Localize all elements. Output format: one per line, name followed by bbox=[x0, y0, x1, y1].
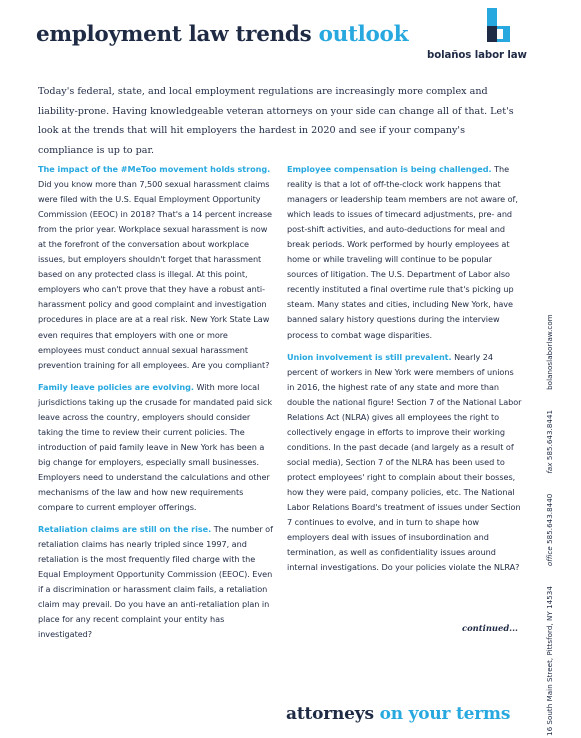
brand-name: bolaños labor law bbox=[427, 50, 527, 61]
title-part-1: employment law trends bbox=[36, 22, 312, 47]
continued-note: continued... bbox=[462, 623, 518, 633]
office-label: office bbox=[545, 546, 554, 567]
contact-sidebar bbox=[545, 314, 554, 736]
right-column bbox=[287, 162, 523, 582]
tagline-part-1: attorneys bbox=[286, 704, 374, 724]
section-body: The number of retaliation claims has nearly tripled since 1997, and retaliation is the most frequently filed charge with the Equal Employment Opportunity Commission (EEOC). Even if a discrimination or harassment claim fails, a retaliation claim may prevail. Do you have an anti-retaliation plan in place for any recent complaint your entity has investigated? bbox=[38, 524, 273, 640]
document-title bbox=[36, 22, 408, 47]
fax-label: fax bbox=[545, 462, 554, 474]
address: 16 South Main Street, Pittsford, NY 14534 bbox=[545, 586, 554, 736]
section-union bbox=[287, 350, 523, 576]
office-phone: 585.643.8440 bbox=[545, 493, 554, 544]
intro-paragraph: Today's federal, state, and local employment regulations are increasingly more complex and liability-prone. Having knowledgeable veteran attorneys on your side can change all of that. Let's look at the trends that will hit employers the hardest in 2020 and see if your company's compliance is up to par. bbox=[38, 86, 514, 156]
section-family-leave bbox=[38, 380, 274, 515]
tagline bbox=[286, 704, 510, 724]
section-heading: Employee compensation is being challenged. bbox=[287, 164, 492, 174]
section-heading: Family leave policies are evolving. bbox=[38, 381, 194, 392]
title-part-2: outlook bbox=[318, 22, 409, 47]
tagline-part-2: on your terms bbox=[379, 704, 511, 724]
section-body: Did you know more than 7,500 sexual harassment claims were filed with the U.S. Equal Employment Opportunity Commission (EEOC) in 2018? That's a 14 percent increase from the prior year. Workplace sexual harassment is now at the forefront of the conversation about workplace issues, but employers shouldn't forget that harassment based on any protected class is illegal. At this point, employers who can't prove that they have a robust anti-harassment policy and good complaint and investigation procedures in place are at a real risk. New York State Law even requires that employers with one or more employees must conduct annual sexual harassment prevention training for all employees. Are you compliant? bbox=[38, 179, 272, 370]
section-body: Nearly 24 percent of workers in New York were members of unions in 2016, the highest rate of any state and more than double the national figure! Section 7 of the National Labor Relations Act (NLRA) gives all employees the right to collectively engage in efforts to improve their working conditions. In the past decade (and largely as a result of social media), Section 7 of the NLRA has been used to protect employees' right to complain about their bosses, how they were paid, company policies, etc. The National Labor Relations Board's treatment of issues under Section 7 continues to evolve, and in turn to shape how employers deal with issues of insubordination and termination, as well as confidentiality issues around internal investigations. Do your policies violate the NLRA? bbox=[287, 351, 522, 573]
website-link[interactable]: bolanoslaborlaw.com bbox=[545, 314, 554, 390]
section-retaliation bbox=[38, 522, 274, 642]
section-heading: Union involvement is still prevalent. bbox=[287, 351, 452, 362]
section-body: The reality is that a lot of off-the-clock work happens that managers or leadership team members are not aware of, which leads to issues of timecard adjustments, pre- and post-shift activities, and auto-deductions for meal and break periods. Work performed by hourly employees at home or while traveling will continue to be popular sources of litigation. The U.S. Department of Labor also recently instituted a final overtime rule that's picking up steam. Many states and cities, including New York, have banned salary history questions during the interview process to combat wage disparities. bbox=[287, 164, 518, 340]
section-body: With more local jurisdictions taking up the crusade for mandated paid sick leave across the country, employers should consider taking the time to review their current policies. The introduction of paid family leave in New York has been a big change for employers, especially small businesses. Employers need to understand the calculations and other mechanisms of the law and how new requirements compare to current employer offerings. bbox=[38, 381, 272, 513]
left-column bbox=[38, 162, 274, 649]
section-heading: Retaliation claims are still on the rise. bbox=[38, 524, 212, 535]
building-block-logo bbox=[478, 8, 514, 44]
section-heading: The impact of the #MeToo movement holds strong. bbox=[38, 164, 271, 174]
section-compensation bbox=[287, 162, 523, 343]
fax-number: 585.643.8441 bbox=[545, 409, 554, 461]
section-metoo bbox=[38, 162, 274, 373]
